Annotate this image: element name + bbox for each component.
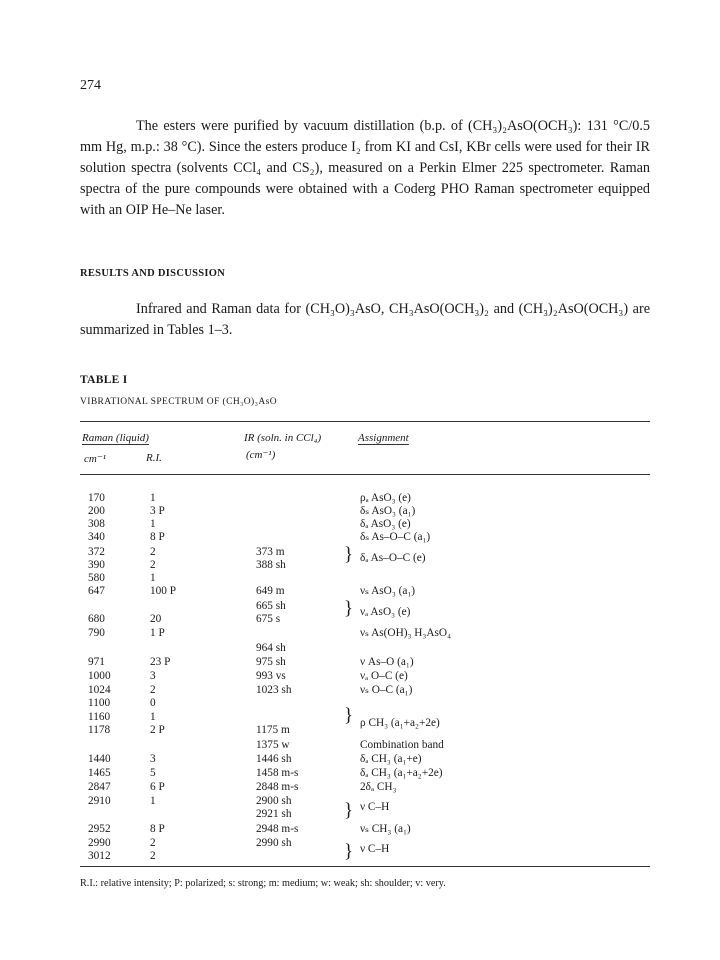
header-ri: R.I. [146,452,162,464]
table-cell-ri: 5 [150,767,156,779]
table-cell-ri: 1 [150,572,156,584]
table-cell-raman: 1100 [88,697,111,709]
table-footnote: R.I.: relative intensity; P: polarized; s: strong; m: medium; w: weak; sh: shoulder; v: very. [80,878,446,889]
table-cell-ir: 1446 sh [256,753,292,765]
table-cell-assignment: νₛ AsO₃ (a₁) [360,585,416,597]
table-cell-raman: 1440 [88,753,111,765]
paragraph-results-text: Infrared and Raman data for (CH₃O)₃AsO, CH₃AsO(OCH₃)₂ and (CH₃)₂AsO(OCH₃) are summarized in Tables 1–3. [80,301,650,338]
table-cell-assignment: δₐ AsO₃ (e) [360,518,411,530]
table-cell-ri: 2 [150,684,156,696]
table-cell-raman: 790 [88,627,105,639]
table-cell-assignment: 2δₐ CH₃ [360,781,397,793]
table-cell-ir: 1375 w [256,739,290,751]
table-cell-ri: 1 [150,711,156,723]
table-cell-raman: 170 [88,492,105,504]
table-label: TABLE I [80,374,128,386]
table-cell-ri: 100 P [150,585,177,597]
table-cell-ri: 2 [150,559,156,571]
table-cell-raman: 1178 [88,724,111,736]
table-bottom-rule [80,866,650,867]
table-cell-ri: 3 P [150,505,165,517]
brace-bracket: } [344,705,354,726]
table-cell-ir: 2948 m-s [256,823,299,835]
table-cell-raman: 372 [88,546,105,558]
table-cell-ir: 964 sh [256,642,286,654]
table-cell-ir: 675 s [256,613,281,625]
table-cell-raman: 647 [88,585,105,597]
header-raman-unit: cm⁻¹ [84,453,106,465]
table-header-rule [80,474,650,475]
table-cell-assignment: δₛ AsO₃ (a₁) [360,505,416,517]
table-cell-raman: 1000 [88,670,111,682]
table-cell-ir: 665 sh [256,600,286,612]
header-ir: IR (soln. in CCl₄) [244,432,322,444]
section-heading: RESULTS AND DISCUSSION [80,268,226,279]
table-cell-assignment: νₛ O–C (a₁) [360,684,413,696]
table-cell-ir: 975 sh [256,656,286,668]
table-caption: VIBRATIONAL SPECTRUM OF (CH₃O)₃AsO [80,397,277,407]
table-cell-ir: 2848 m-s [256,781,299,793]
table-cell-raman: 340 [88,531,105,543]
table-cell-ri: 8 P [150,823,165,835]
page-number: 274 [80,78,101,93]
table-cell-ri: 2 P [150,724,165,736]
table-cell-ri: 3 [150,753,156,765]
table-cell-raman: 680 [88,613,105,625]
table-cell-raman: 390 [88,559,105,571]
table-cell-raman: 308 [88,518,105,530]
table-cell-assignment: ν C–H [360,843,390,855]
table-cell-raman: 200 [88,505,105,517]
paragraph-methods-text: The esters were purified by vacuum distillation (b.p. of (CH₃)₂AsO(OCH₃): 131 °C/0.5 mm Hg, m.p.: 38 °C). Since the esters produce I₂ from KI and CsI, KBr cells were used for their IR solution spectra (solvents CCl₄ and CS₂), measured on a Perkin Elmer 225 spectrometer. Raman spectra of the pure compounds were obtained with a Coderg PHO Raman spectrometer equipped with an OIP He–Ne laser. [80,118,650,218]
paragraph-results [80,299,650,341]
table-cell-assignment: ρ CH₃ (a₁+a₂+2e) [360,717,440,729]
table-cell-ir: 1023 sh [256,684,292,696]
header-raman: Raman (liquid) [82,432,149,444]
table-cell-assignment: νₛ CH₃ (a₁) [360,823,411,835]
table-cell-assignment: δₐ As–O–C (e) [360,552,426,564]
paragraph-methods [80,116,650,221]
table-cell-ri: 1 [150,492,156,504]
table-cell-assignment: ρₐ AsO₃ (e) [360,492,411,504]
table-cell-ri: 2 [150,850,156,862]
table-cell-assignment: ν C–H [360,801,390,813]
brace-bracket: } [344,544,354,565]
table-cell-raman: 1160 [88,711,111,723]
table-cell-raman: 2910 [88,795,111,807]
table-cell-ri: 3 [150,670,156,682]
table-cell-ir: 1175 m [256,724,290,736]
table-cell-ri: 8 P [150,531,165,543]
header-assignment: Assignment [358,432,409,444]
table-cell-assignment: δₐ CH₃ (a₁+a₂+2e) [360,767,443,779]
table-cell-assignment: νₐ O–C (e) [360,670,408,682]
table-cell-ri: 0 [150,697,156,709]
table-cell-assignment: δₛ As–O–C (a₁) [360,531,431,543]
table-cell-assignment: νₛ As(OH)₃ H₃AsO₄ [360,627,452,639]
table-cell-ir: 2990 sh [256,837,292,849]
table-cell-raman: 1465 [88,767,111,779]
table-cell-ir: 2921 sh [256,808,292,820]
table-cell-ri: 1 [150,795,156,807]
table-cell-ir: 993 vs [256,670,286,682]
table-cell-raman: 580 [88,572,105,584]
table-cell-ri: 2 [150,546,156,558]
table-cell-assignment: δₐ CH₃ (a₁+e) [360,753,422,765]
table-cell-raman: 2990 [88,837,111,849]
table-cell-ri: 1 [150,518,156,530]
table-cell-ri: 1 P [150,627,165,639]
table-cell-ir: 2900 sh [256,795,292,807]
brace-bracket: } [344,841,354,862]
table-cell-assignment: ν As–O (a₁) [360,656,414,668]
table-cell-raman: 1024 [88,684,111,696]
table-cell-assignment: Combination band [360,739,444,751]
table-cell-ir: 373 m [256,546,285,558]
table-cell-raman: 3012 [88,850,111,862]
header-ir-unit: (cm⁻¹) [246,449,276,461]
brace-bracket: } [344,598,354,619]
brace-bracket: } [344,800,354,821]
table-cell-ri: 20 [150,613,162,625]
table-cell-ri: 6 P [150,781,165,793]
table-cell-assignment: νₐ AsO₃ (e) [360,606,411,618]
table-cell-ri: 23 P [150,656,171,668]
table-cell-raman: 971 [88,656,105,668]
table-top-rule [80,421,650,422]
table-cell-raman: 2952 [88,823,111,835]
table-cell-raman: 2847 [88,781,111,793]
table-cell-ir: 388 sh [256,559,286,571]
table-cell-ri: 2 [150,837,156,849]
table-cell-ir: 1458 m-s [256,767,299,779]
table-cell-ir: 649 m [256,585,285,597]
